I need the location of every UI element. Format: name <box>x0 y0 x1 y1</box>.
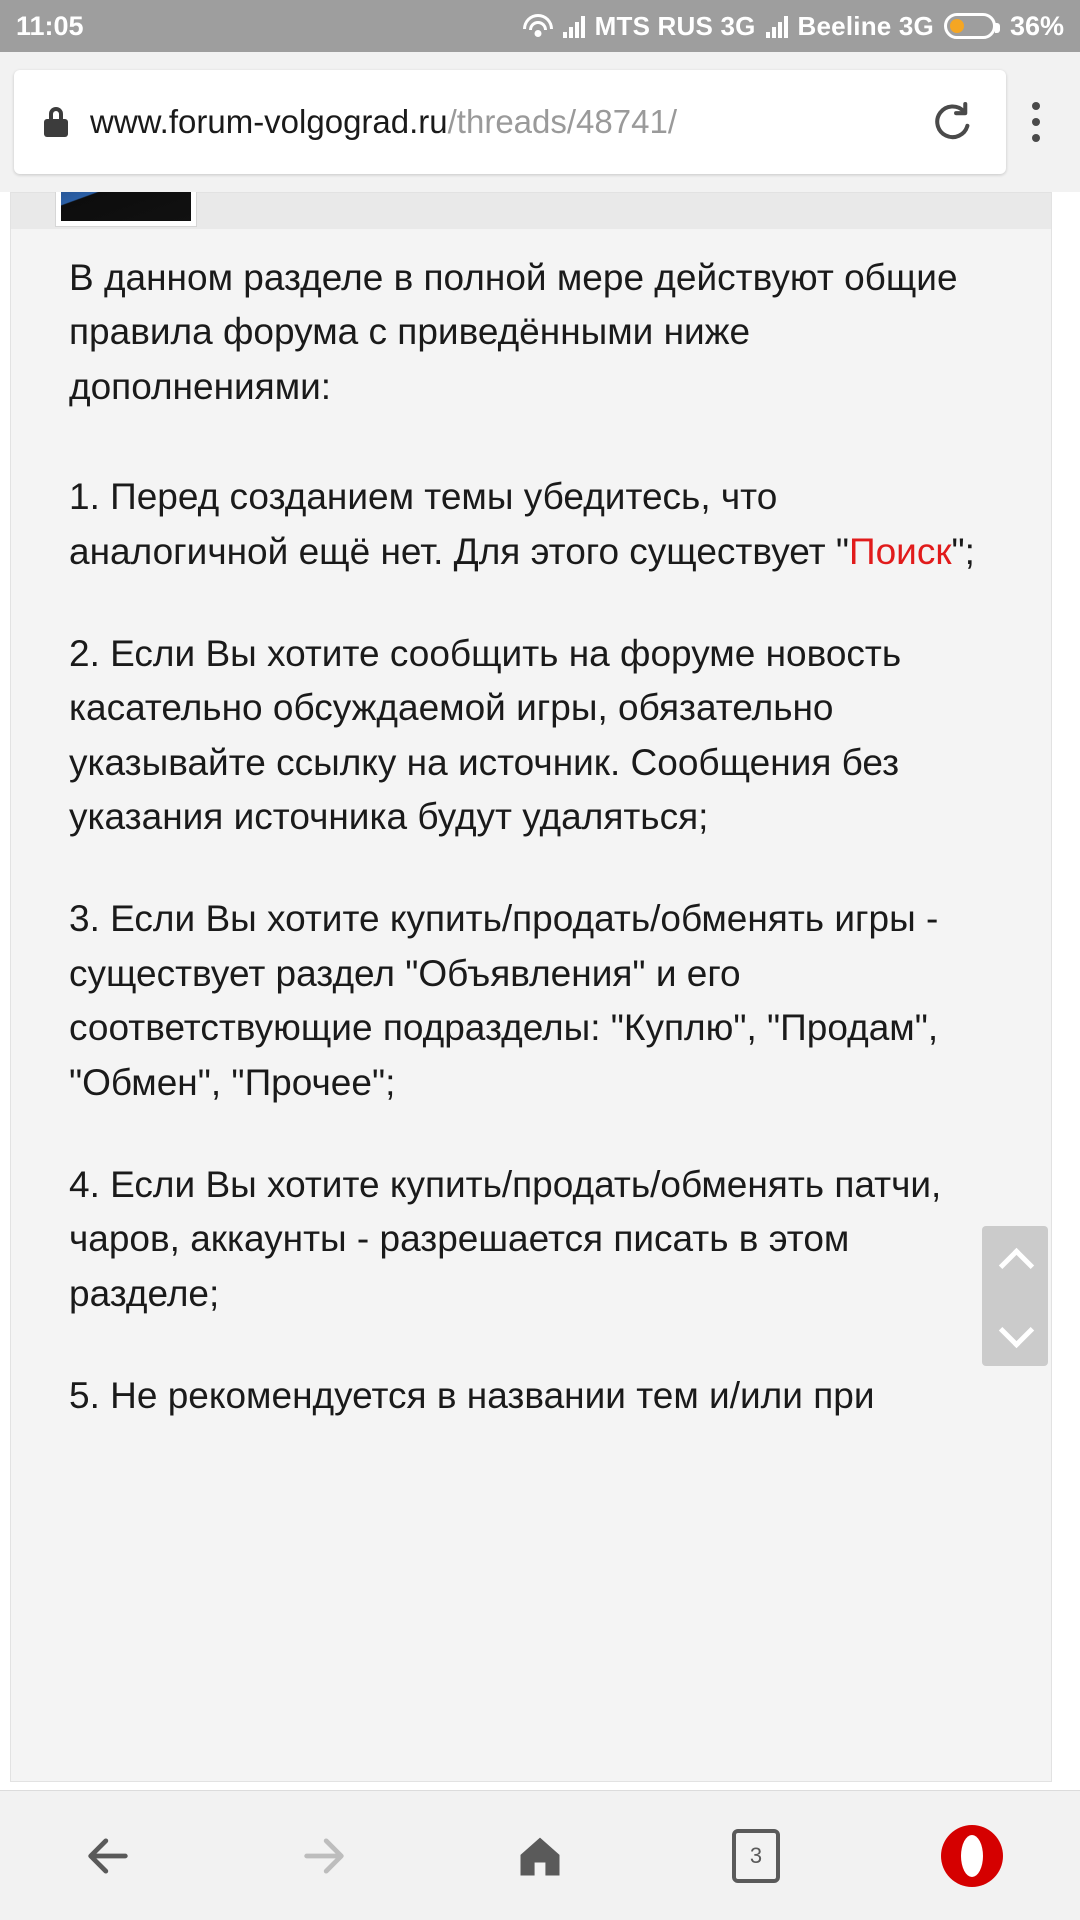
carrier-label-1: MTS RUS 3G <box>594 10 756 41</box>
post-text <box>11 229 1051 1423</box>
opera-menu-icon <box>941 1825 1003 1887</box>
chevron-up-icon <box>1000 1246 1030 1276</box>
scroll-up-button[interactable] <box>982 1226 1048 1296</box>
carrier-label-2: Beeline 3G <box>797 10 934 41</box>
paragraph-rule-1 <box>69 470 1003 579</box>
rule1-suffix: "; <box>951 530 975 572</box>
bottom-navigation-bar <box>0 1790 1080 1920</box>
opera-menu-button[interactable] <box>864 1825 1080 1887</box>
tabs-count: 3 <box>749 1842 763 1868</box>
status-bar <box>0 0 1080 52</box>
paragraph-intro: В данном разделе в полной мере действуют общие правила форума с приведёнными ниже дополнениями: <box>69 257 958 407</box>
home-button[interactable] <box>432 1830 648 1882</box>
tabs-button[interactable] <box>648 1829 864 1883</box>
battery-percent: 36% <box>1009 10 1064 41</box>
status-indicators <box>523 11 1064 42</box>
battery-icon <box>944 13 996 39</box>
url-path: /threads/48741/ <box>447 103 677 140</box>
lock-icon <box>44 107 68 137</box>
post-container <box>10 192 1052 1782</box>
attachment-strip <box>11 193 1051 229</box>
tabs-icon <box>732 1829 780 1883</box>
url-text <box>90 103 677 141</box>
address-bar[interactable] <box>14 70 1006 174</box>
arrow-left-icon <box>82 1830 134 1882</box>
chevron-down-icon <box>1000 1316 1030 1346</box>
webpage-viewport[interactable] <box>0 192 1080 1790</box>
reload-icon[interactable] <box>930 99 976 145</box>
paragraph-rule-4: 4. Если Вы хотите купить/продать/обменять патчи, чаров, аккаунты - разрешается писать в этом разделе; <box>69 1163 942 1314</box>
scroll-down-button[interactable] <box>982 1296 1048 1366</box>
arrow-right-icon <box>298 1830 350 1882</box>
status-clock: 11:05 <box>16 10 84 41</box>
browser-toolbar <box>0 52 1080 192</box>
home-icon <box>512 1830 568 1882</box>
paragraph-rule-5: 5. Не рекомендуется в названии тем и/или при <box>69 1375 875 1416</box>
attachment-thumbnail[interactable] <box>55 192 197 227</box>
wifi-icon <box>523 14 553 38</box>
signal-bars-icon-1 <box>563 14 585 38</box>
rule1-prefix: 1. Перед созданием темы убедитесь, что аналогичной ещё нет. Для этого существует " <box>69 476 849 572</box>
signal-bars-icon-2 <box>766 14 788 38</box>
forward-button[interactable] <box>216 1830 432 1882</box>
overflow-menu-icon[interactable] <box>1006 102 1066 142</box>
paragraph-rule-3: 3. Если Вы хотите купить/продать/обменять игры - существует раздел "Объявления" и его соответствующие подразделы: "Куплю", "Продам", "Обмен", "Прочее"; <box>69 898 939 1103</box>
search-link[interactable]: Поиск <box>849 530 952 572</box>
url-host: www.forum-volgograd.ru <box>90 103 448 140</box>
back-button[interactable] <box>0 1830 216 1882</box>
scroll-controls[interactable] <box>982 1226 1048 1366</box>
paragraph-rule-2: 2. Если Вы хотите сообщить на форуме новость касательно обсуждаемой игры, обязательно указывайте ссылку на источник. Сообщения без указания источника будут удаляться; <box>69 632 902 837</box>
